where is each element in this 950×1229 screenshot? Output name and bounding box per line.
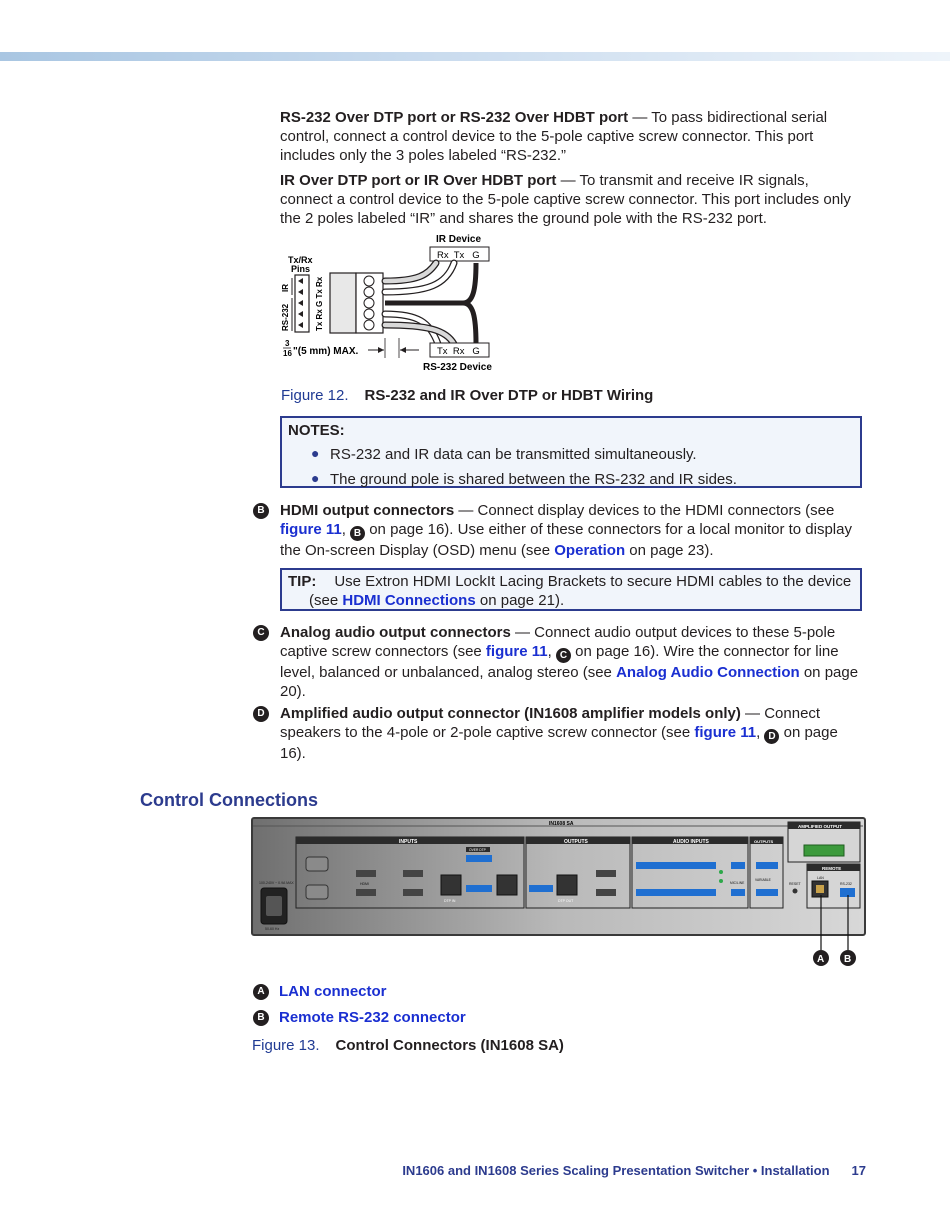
- hdmi-input-1: [356, 870, 376, 877]
- note-bullet: ●: [311, 445, 320, 461]
- note-item: RS-232 and IR data can be transmitted simultaneously.: [330, 446, 697, 463]
- mic-line-block-1: [731, 862, 745, 869]
- ir-port-paragraph: [280, 171, 865, 228]
- tip-box: [280, 568, 862, 611]
- ir-device-label: IR Device: [436, 234, 482, 245]
- analog-text: on page 16). Wire the connector for line level, balanced or unbalanced, analog stereo (see: [280, 643, 839, 681]
- dtp-in-rj45: [441, 875, 461, 895]
- dim-arrow-left: [378, 347, 384, 353]
- inline-marker-b: B: [350, 526, 365, 541]
- hdmi-text: on page 16). Use either of these connectors for a local monitor to display the On-screen Display (OSD) menu (see: [280, 521, 852, 559]
- figure-12-title: RS-232 and IR Over DTP or HDBT Wiring: [364, 387, 654, 404]
- lan-port-socket: [816, 885, 824, 893]
- hdmi-connections-link[interactable]: HDMI Connections: [342, 592, 476, 609]
- dtp-out-rj45: [557, 875, 577, 895]
- tip-text: Use Extron HDMI LockIt Lacing Brackets to secure HDMI cables to the device: [334, 573, 852, 590]
- pins-label: Pins: [291, 264, 311, 274]
- tip-label: TIP:: [288, 573, 317, 590]
- rs232-ir-block-2: [466, 885, 492, 892]
- rs232-ir-block-1: [466, 855, 492, 862]
- callout-marker-b: B: [253, 503, 269, 519]
- notes-heading: NOTES:: [288, 422, 345, 439]
- reset-button: [793, 889, 798, 894]
- inline-marker-c: C: [556, 648, 571, 663]
- dim-text: "(5 mm) MAX.: [293, 346, 359, 357]
- dim-numerator: 3: [285, 339, 290, 348]
- power-rating: 100-240V ~ 0.9A MAX: [259, 881, 294, 885]
- rs232-device-label: RS-232 Device: [423, 362, 492, 373]
- inline-marker-d: D: [764, 729, 779, 744]
- analog-text: on page 20).: [280, 664, 859, 700]
- hdmi-output-paragraph: [280, 501, 865, 560]
- audio-input-block-2: [636, 889, 716, 896]
- over-dtp-label: OVER DTP: [469, 848, 486, 852]
- model-label: IN1608 SA: [549, 821, 574, 827]
- dtp-in-label: DTP IN: [444, 899, 456, 903]
- dim-arrow-right: [400, 347, 406, 353]
- rs232-port-text: — To pass bidirectional serial control, connect a control device to the 5-pole captive screw connector. This port includes only the 3 poles labeled “RS-232.”: [280, 109, 828, 164]
- amp-text: — Connect speakers to the 4-pole or 2-pole captive screw connector (see: [280, 705, 821, 741]
- analog-text: — Connect audio output devices to these 5-pole captive screw connectors (see: [280, 624, 836, 660]
- hdmi-input-2: [356, 889, 376, 896]
- reset-label: RESET: [789, 882, 801, 886]
- hdmi-text: on page 23).: [625, 542, 714, 559]
- callout-a-text: A: [817, 954, 825, 965]
- figure-13-number: Figure 13.: [252, 1037, 320, 1054]
- legend-marker-a: A: [253, 984, 269, 1000]
- hdmi-input-label: HDMI: [360, 882, 369, 886]
- callout-marker-d: D: [253, 706, 269, 722]
- analog-audio-paragraph: [280, 623, 865, 701]
- hdmi-output-title: HDMI output connectors: [280, 502, 455, 519]
- tip-text: (see: [309, 592, 343, 609]
- header-accent-bar: [0, 52, 950, 61]
- analog-audio-connection-link[interactable]: Analog Audio Connection: [616, 664, 800, 681]
- hdmi-text: ,: [341, 521, 351, 538]
- figure-13-caption: [252, 1037, 564, 1054]
- operation-link[interactable]: Operation: [554, 542, 626, 559]
- variable-output-block: [756, 889, 778, 896]
- tip-line-2: [309, 592, 564, 609]
- power-inlet-socket: [266, 896, 282, 916]
- footer-text: IN1606 and IN1608 Series Scaling Presentation Switcher • Installation: [402, 1163, 830, 1178]
- captive-screw-plug: [330, 273, 356, 333]
- dim-denominator: 16: [283, 349, 292, 358]
- ir-port-text: — To transmit and receive IR signals, connect a control device to the 5-pole captive screw connector. This port includes only the 2 poles labeled “IR” and shares the ground pole with the RS-232 port.: [280, 172, 851, 227]
- fixed-output-block: [756, 862, 778, 869]
- dtp-out-label: DTP OUT: [558, 899, 574, 903]
- amp-text: ,: [756, 724, 765, 741]
- analog-audio-title: Analog audio output connectors: [280, 624, 511, 641]
- amplified-output-label: AMPLIFIED OUTPUT: [798, 824, 842, 829]
- rs232-port-title: RS-232 Over DTP port or RS-232 Over HDBT port: [280, 109, 629, 126]
- amp-text: on page 16).: [280, 724, 838, 762]
- notes-box: [280, 416, 862, 488]
- rs232-port-paragraph: [280, 108, 865, 165]
- ir-device-pins: Rx Tx G: [437, 250, 480, 261]
- rs232-wires: [385, 314, 454, 344]
- callout-marker-c: C: [253, 625, 269, 641]
- remote-rs232-label: RS-232: [840, 882, 852, 886]
- txrx-label: Tx/Rx: [288, 255, 313, 265]
- figure-11-link[interactable]: figure 11: [280, 521, 342, 538]
- ir-side-label: IR: [281, 284, 290, 292]
- amplified-audio-paragraph: [280, 704, 865, 763]
- note-item: The ground pole is shared between the RS-232 and IR sides.: [330, 471, 737, 488]
- audio-outputs-label: OUTPUTS: [754, 839, 774, 844]
- lan-label: LAN: [817, 876, 824, 880]
- audio-input-block-1: [636, 862, 716, 869]
- legend-lan-connector[interactable]: LAN connector: [279, 983, 387, 1000]
- phantom-led-1: [719, 870, 723, 874]
- page-number: 17: [851, 1163, 866, 1178]
- rear-panel-diagram: [251, 817, 867, 972]
- callout-b-text: B: [844, 954, 852, 965]
- figure-11-link[interactable]: figure 11: [485, 643, 548, 660]
- amplified-output-connector: [804, 845, 844, 856]
- rs232-side-label: RS-232: [281, 303, 290, 331]
- hdmi-input-4: [403, 889, 423, 896]
- legend-marker-b: B: [253, 1010, 269, 1026]
- mic-line-label: MIC/LINE: [730, 881, 745, 885]
- figure-13-title: Control Connectors (IN1608 SA): [335, 1037, 564, 1054]
- outputs-label: OUTPUTS: [564, 839, 588, 845]
- phantom-led-2: [719, 879, 723, 883]
- analog-text: ,: [547, 643, 556, 660]
- inputs-label: INPUTS: [399, 839, 418, 845]
- figure-12-number: Figure 12.: [281, 387, 349, 404]
- audio-inputs-label: AUDIO INPUTS: [673, 839, 709, 845]
- mic-line-block-2: [731, 889, 745, 896]
- screw-heads: [364, 276, 374, 330]
- rs232-device-pins: Tx Rx G: [437, 346, 480, 357]
- ir-wires: [385, 263, 454, 292]
- rs232-ir-wiring-diagram: [278, 230, 508, 375]
- vga-connector-2: [306, 885, 328, 899]
- remote-label: REMOTE: [822, 866, 842, 871]
- tip-text: on page 21).: [475, 592, 565, 609]
- variable-label: VARIABLE: [755, 878, 771, 882]
- figure-11-link[interactable]: figure 11: [694, 724, 757, 741]
- vga-connector-1: [306, 857, 328, 871]
- section-heading: Control Connections: [140, 790, 318, 810]
- tip-line-1: [288, 573, 851, 590]
- ir-port-title: IR Over DTP port or IR Over HDBT port: [280, 172, 557, 189]
- note-bullet: ●: [311, 470, 320, 486]
- hdmi-output-1: [596, 870, 616, 877]
- amplified-audio-title: Amplified audio output connector (IN1608 amplifier models only): [280, 705, 741, 722]
- hdmi-input-3: [403, 870, 423, 877]
- hdmi-text: — Connect display devices to the HDMI connectors (see: [454, 502, 835, 519]
- dtp-out-rs232-block: [529, 885, 553, 892]
- figure-12-caption: [281, 387, 653, 404]
- pin-labels: Tx Rx G Tx Rx: [315, 276, 324, 331]
- hdmi-output-2: [596, 889, 616, 896]
- dtp-in-rj45-2: [497, 875, 517, 895]
- page-footer: [402, 1163, 866, 1178]
- power-hz: 50-60 Hz: [265, 927, 280, 931]
- legend-remote-rs232[interactable]: Remote RS-232 connector: [279, 1009, 466, 1026]
